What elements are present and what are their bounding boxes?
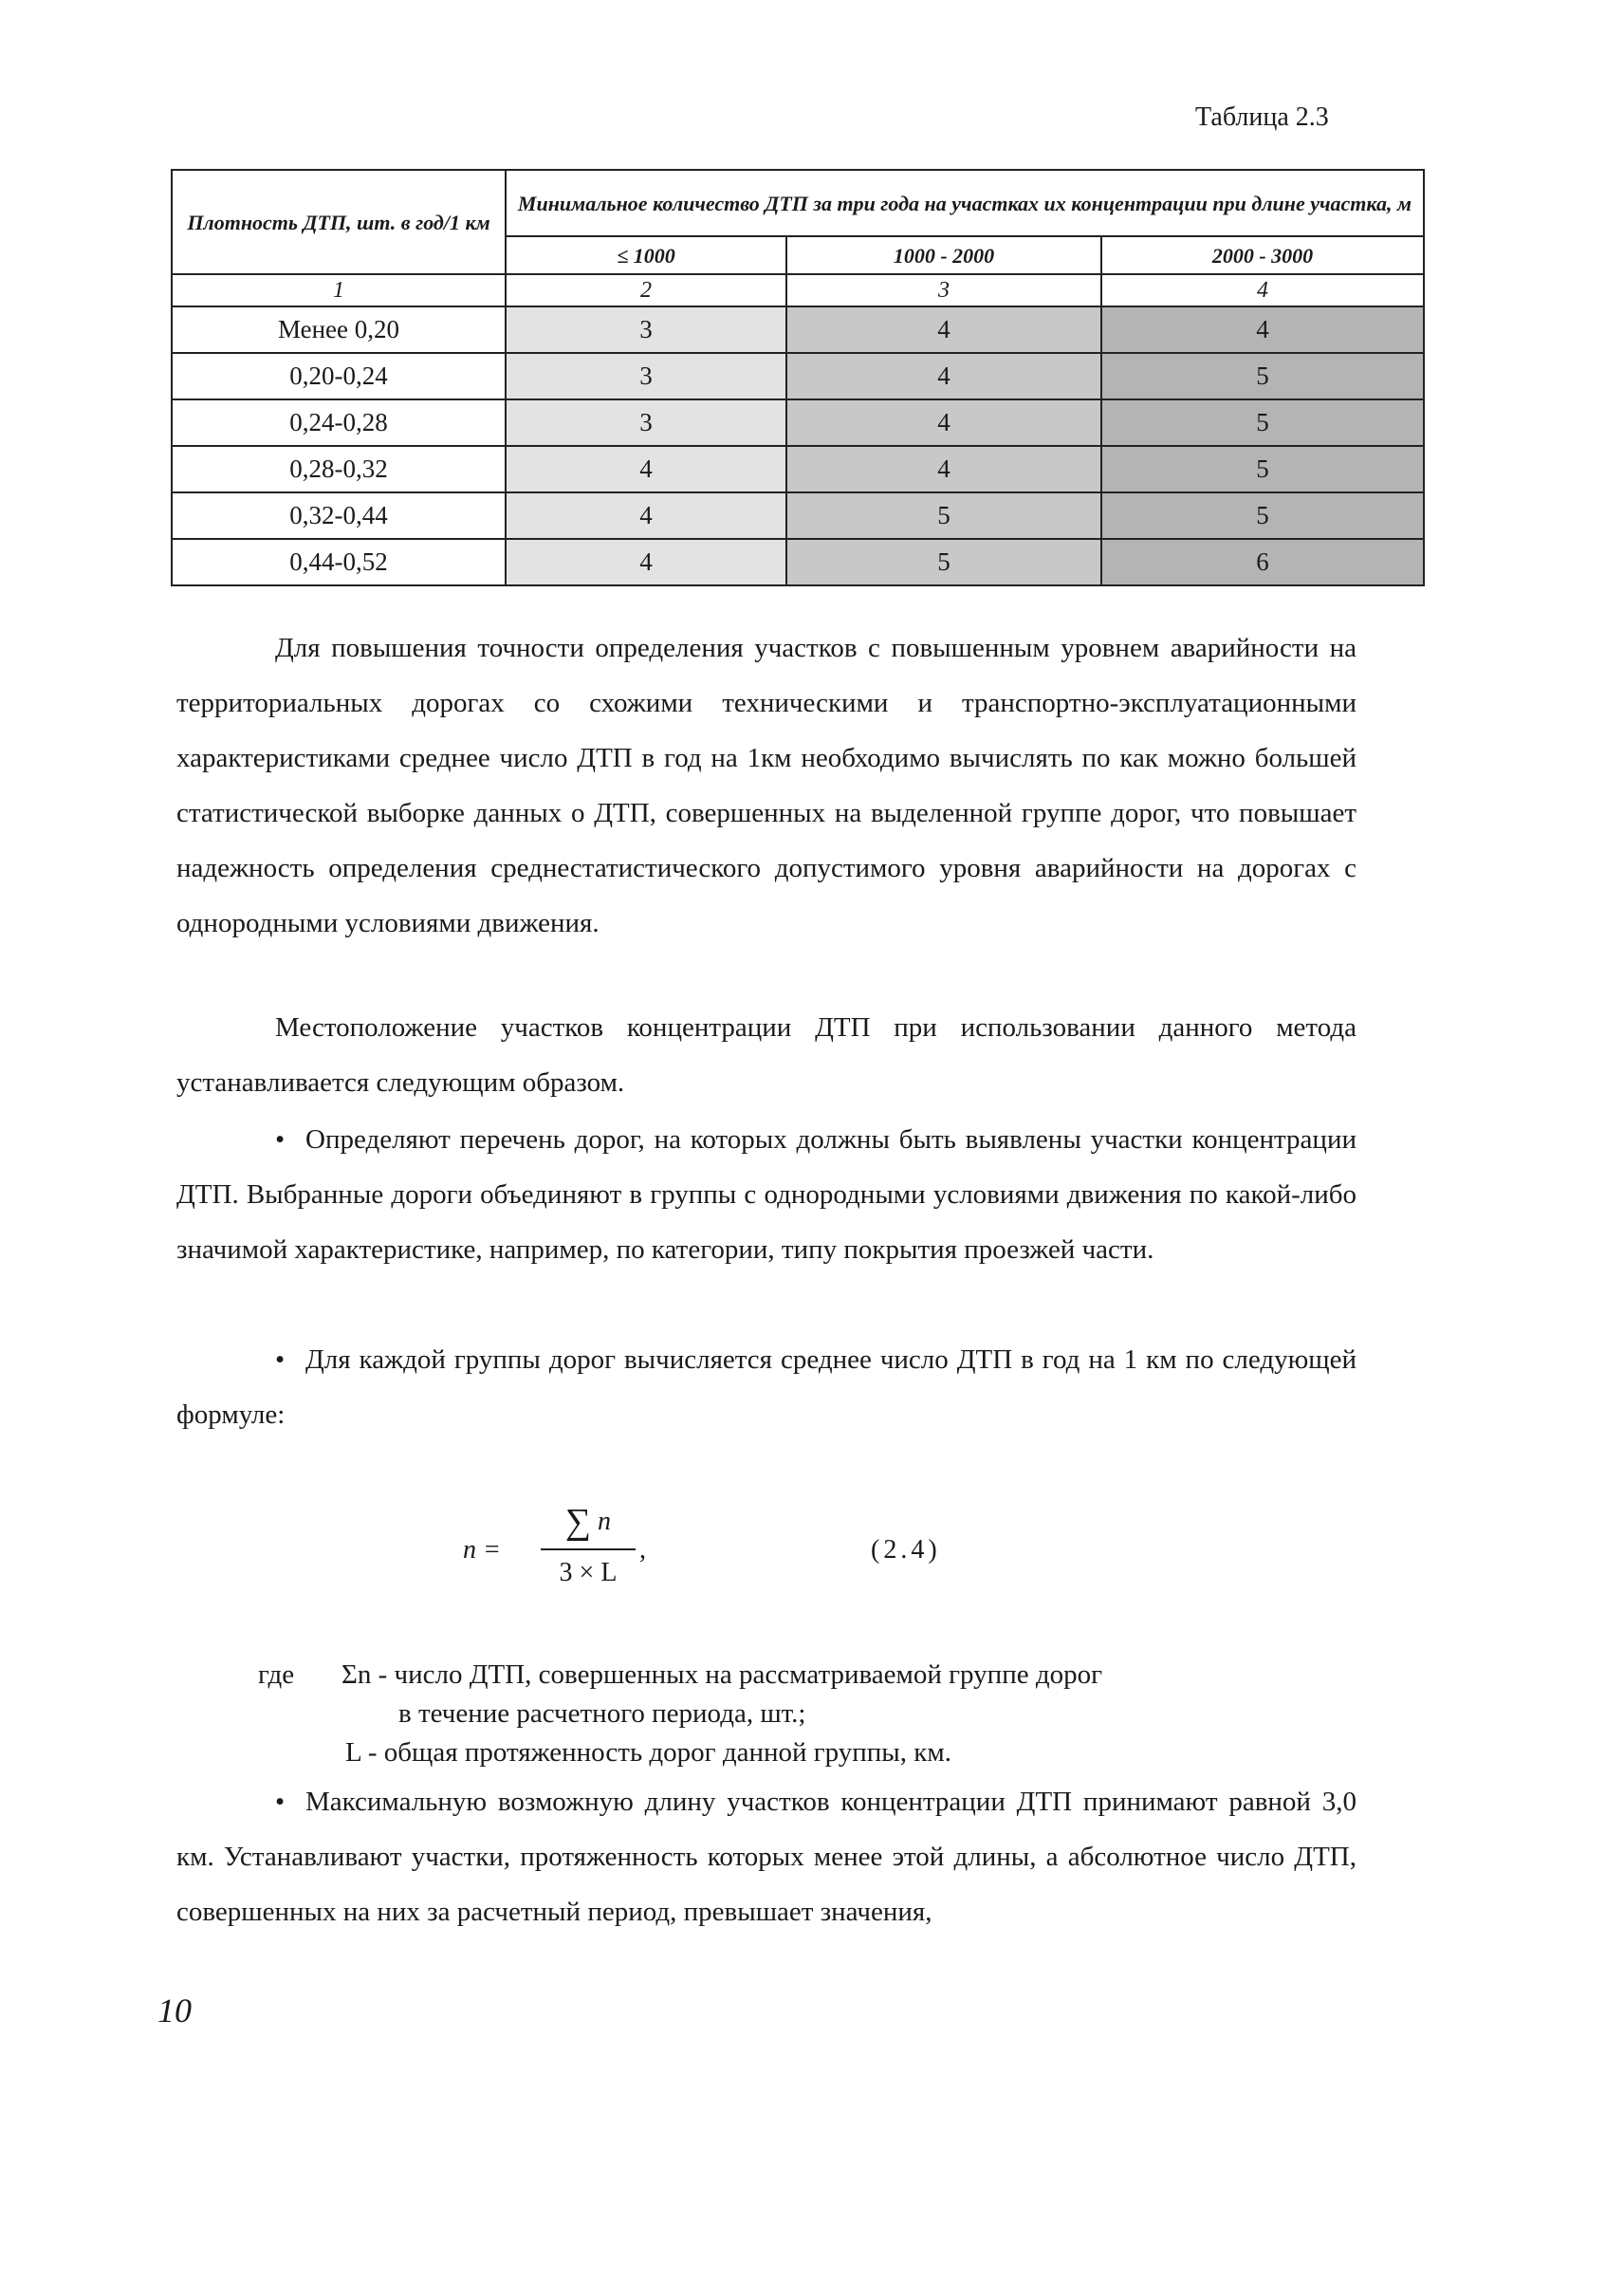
col-number: 4 bbox=[1101, 274, 1424, 306]
where-word: где bbox=[258, 1659, 295, 1690]
table-row bbox=[172, 446, 1424, 492]
value-cell: 4 bbox=[786, 353, 1101, 399]
density-cell: 0,24-0,28 bbox=[172, 399, 506, 446]
value-cell: 3 bbox=[506, 399, 786, 446]
equation-number: (2.4) bbox=[871, 1535, 941, 1565]
density-cell: 0,32-0,44 bbox=[172, 492, 506, 539]
density-cell: Менее 0,20 bbox=[172, 306, 506, 353]
fraction-bar bbox=[541, 1548, 636, 1550]
header-density: Плотность ДТП, шт. в год/1 км bbox=[172, 170, 506, 274]
formula-lhs: n = bbox=[463, 1535, 501, 1565]
bullet-text: Определяют перечень дорог, на которых должны быть выявлены участки концентрации ДТП. Выбранные дороги объединяют в группы с однородными условиями движения по какой-либо значимой характеристике, например, по категории, типу покрытия проезжей части. bbox=[176, 1124, 1356, 1265]
density-cell: 0,28-0,32 bbox=[172, 446, 506, 492]
value-cell: 5 bbox=[1101, 353, 1424, 399]
bullet-icon: • bbox=[275, 1124, 286, 1155]
value-cell: 4 bbox=[786, 446, 1101, 492]
table-row bbox=[172, 353, 1424, 399]
header-col-3: 2000 - 3000 bbox=[1101, 236, 1424, 274]
value-cell: 4 bbox=[506, 492, 786, 539]
header-col-1: ≤ 1000 bbox=[506, 236, 786, 274]
formula-denominator: 3 × L bbox=[559, 1558, 618, 1587]
formula bbox=[463, 1499, 1051, 1603]
value-cell: 4 bbox=[506, 446, 786, 492]
where-line-1: Σn - число ДТП, совершенных на рассматриваемой группе дорог bbox=[341, 1659, 1102, 1690]
value-cell: 3 bbox=[506, 353, 786, 399]
page-number: 10 bbox=[157, 1992, 192, 2029]
value-cell: 5 bbox=[1101, 446, 1424, 492]
bullet-icon: • bbox=[275, 1344, 286, 1375]
col-number: 3 bbox=[786, 274, 1101, 306]
paragraph-intro: Для повышения точности определения участков с повышенным уровнем аварийности на территориальных дорогах со схожими техническими и транспортно-эксплуатационными характеристиками среднее число ДТП в год на 1км необходимо вычислять по как можно большей статистической выборке данных о ДТП, совершенных на выделенной группе дорог, что повышает надежность определения среднестатистического допустимого уровня аварийности на дорогах с однородными условиями движения. bbox=[176, 633, 1356, 938]
header-group: Минимальное количество ДТП за три года на участках их концентрации при длине участка, м bbox=[506, 170, 1424, 236]
sigma-symbol: ∑ bbox=[564, 1502, 592, 1542]
col-number: 1 bbox=[172, 274, 506, 306]
bullet-text: Для каждой группы дорог вычисляется среднее число ДТП в год на 1 км по следующей формуле: bbox=[176, 1344, 1356, 1430]
formula-fraction bbox=[541, 1499, 636, 1592]
bullet-item-1 bbox=[176, 1112, 1356, 1277]
value-cell: 4 bbox=[786, 399, 1101, 446]
bullet-icon: • bbox=[275, 1787, 286, 1817]
bullet-item-2 bbox=[176, 1332, 1356, 1442]
formula-comma: , bbox=[639, 1535, 646, 1565]
data-table bbox=[171, 169, 1425, 586]
value-cell: 5 bbox=[786, 492, 1101, 539]
value-cell: 5 bbox=[786, 539, 1101, 585]
value-cell: 5 bbox=[1101, 492, 1424, 539]
density-cell: 0,20-0,24 bbox=[172, 353, 506, 399]
where-line-2: в течение расчетного периода, шт.; bbox=[398, 1698, 806, 1729]
value-cell: 3 bbox=[506, 306, 786, 353]
col-number: 2 bbox=[506, 274, 786, 306]
where-line-3: L - общая протяженность дорог данной группы, км. bbox=[345, 1737, 951, 1768]
value-cell: 4 bbox=[1101, 306, 1424, 353]
value-cell: 5 bbox=[1101, 399, 1424, 446]
value-cell: 4 bbox=[506, 539, 786, 585]
table-row bbox=[172, 399, 1424, 446]
bullet-text: Максимальную возможную длину участков концентрации ДТП принимают равной 3,0 км. Устанавливают участки, протяженность которых менее этой длины, а абсолютное число ДТП, совершенных на них за расчетный период, превышает значения, bbox=[176, 1787, 1356, 1927]
value-cell: 6 bbox=[1101, 539, 1424, 585]
bullet-item-3 bbox=[176, 1774, 1356, 1939]
header-col-2: 1000 - 2000 bbox=[786, 236, 1101, 274]
paragraph-method: Местоположение участков концентрации ДТП при использовании данного метода устанавливается следующим образом. bbox=[176, 1012, 1356, 1098]
table-row bbox=[172, 539, 1424, 585]
numerator-var: n bbox=[598, 1507, 612, 1536]
formula-numerator bbox=[541, 1499, 636, 1545]
table-row bbox=[172, 492, 1424, 539]
value-cell: 4 bbox=[786, 306, 1101, 353]
density-cell: 0,44-0,52 bbox=[172, 539, 506, 585]
table-row bbox=[172, 306, 1424, 353]
table-caption: Таблица 2.3 bbox=[1195, 102, 1329, 132]
